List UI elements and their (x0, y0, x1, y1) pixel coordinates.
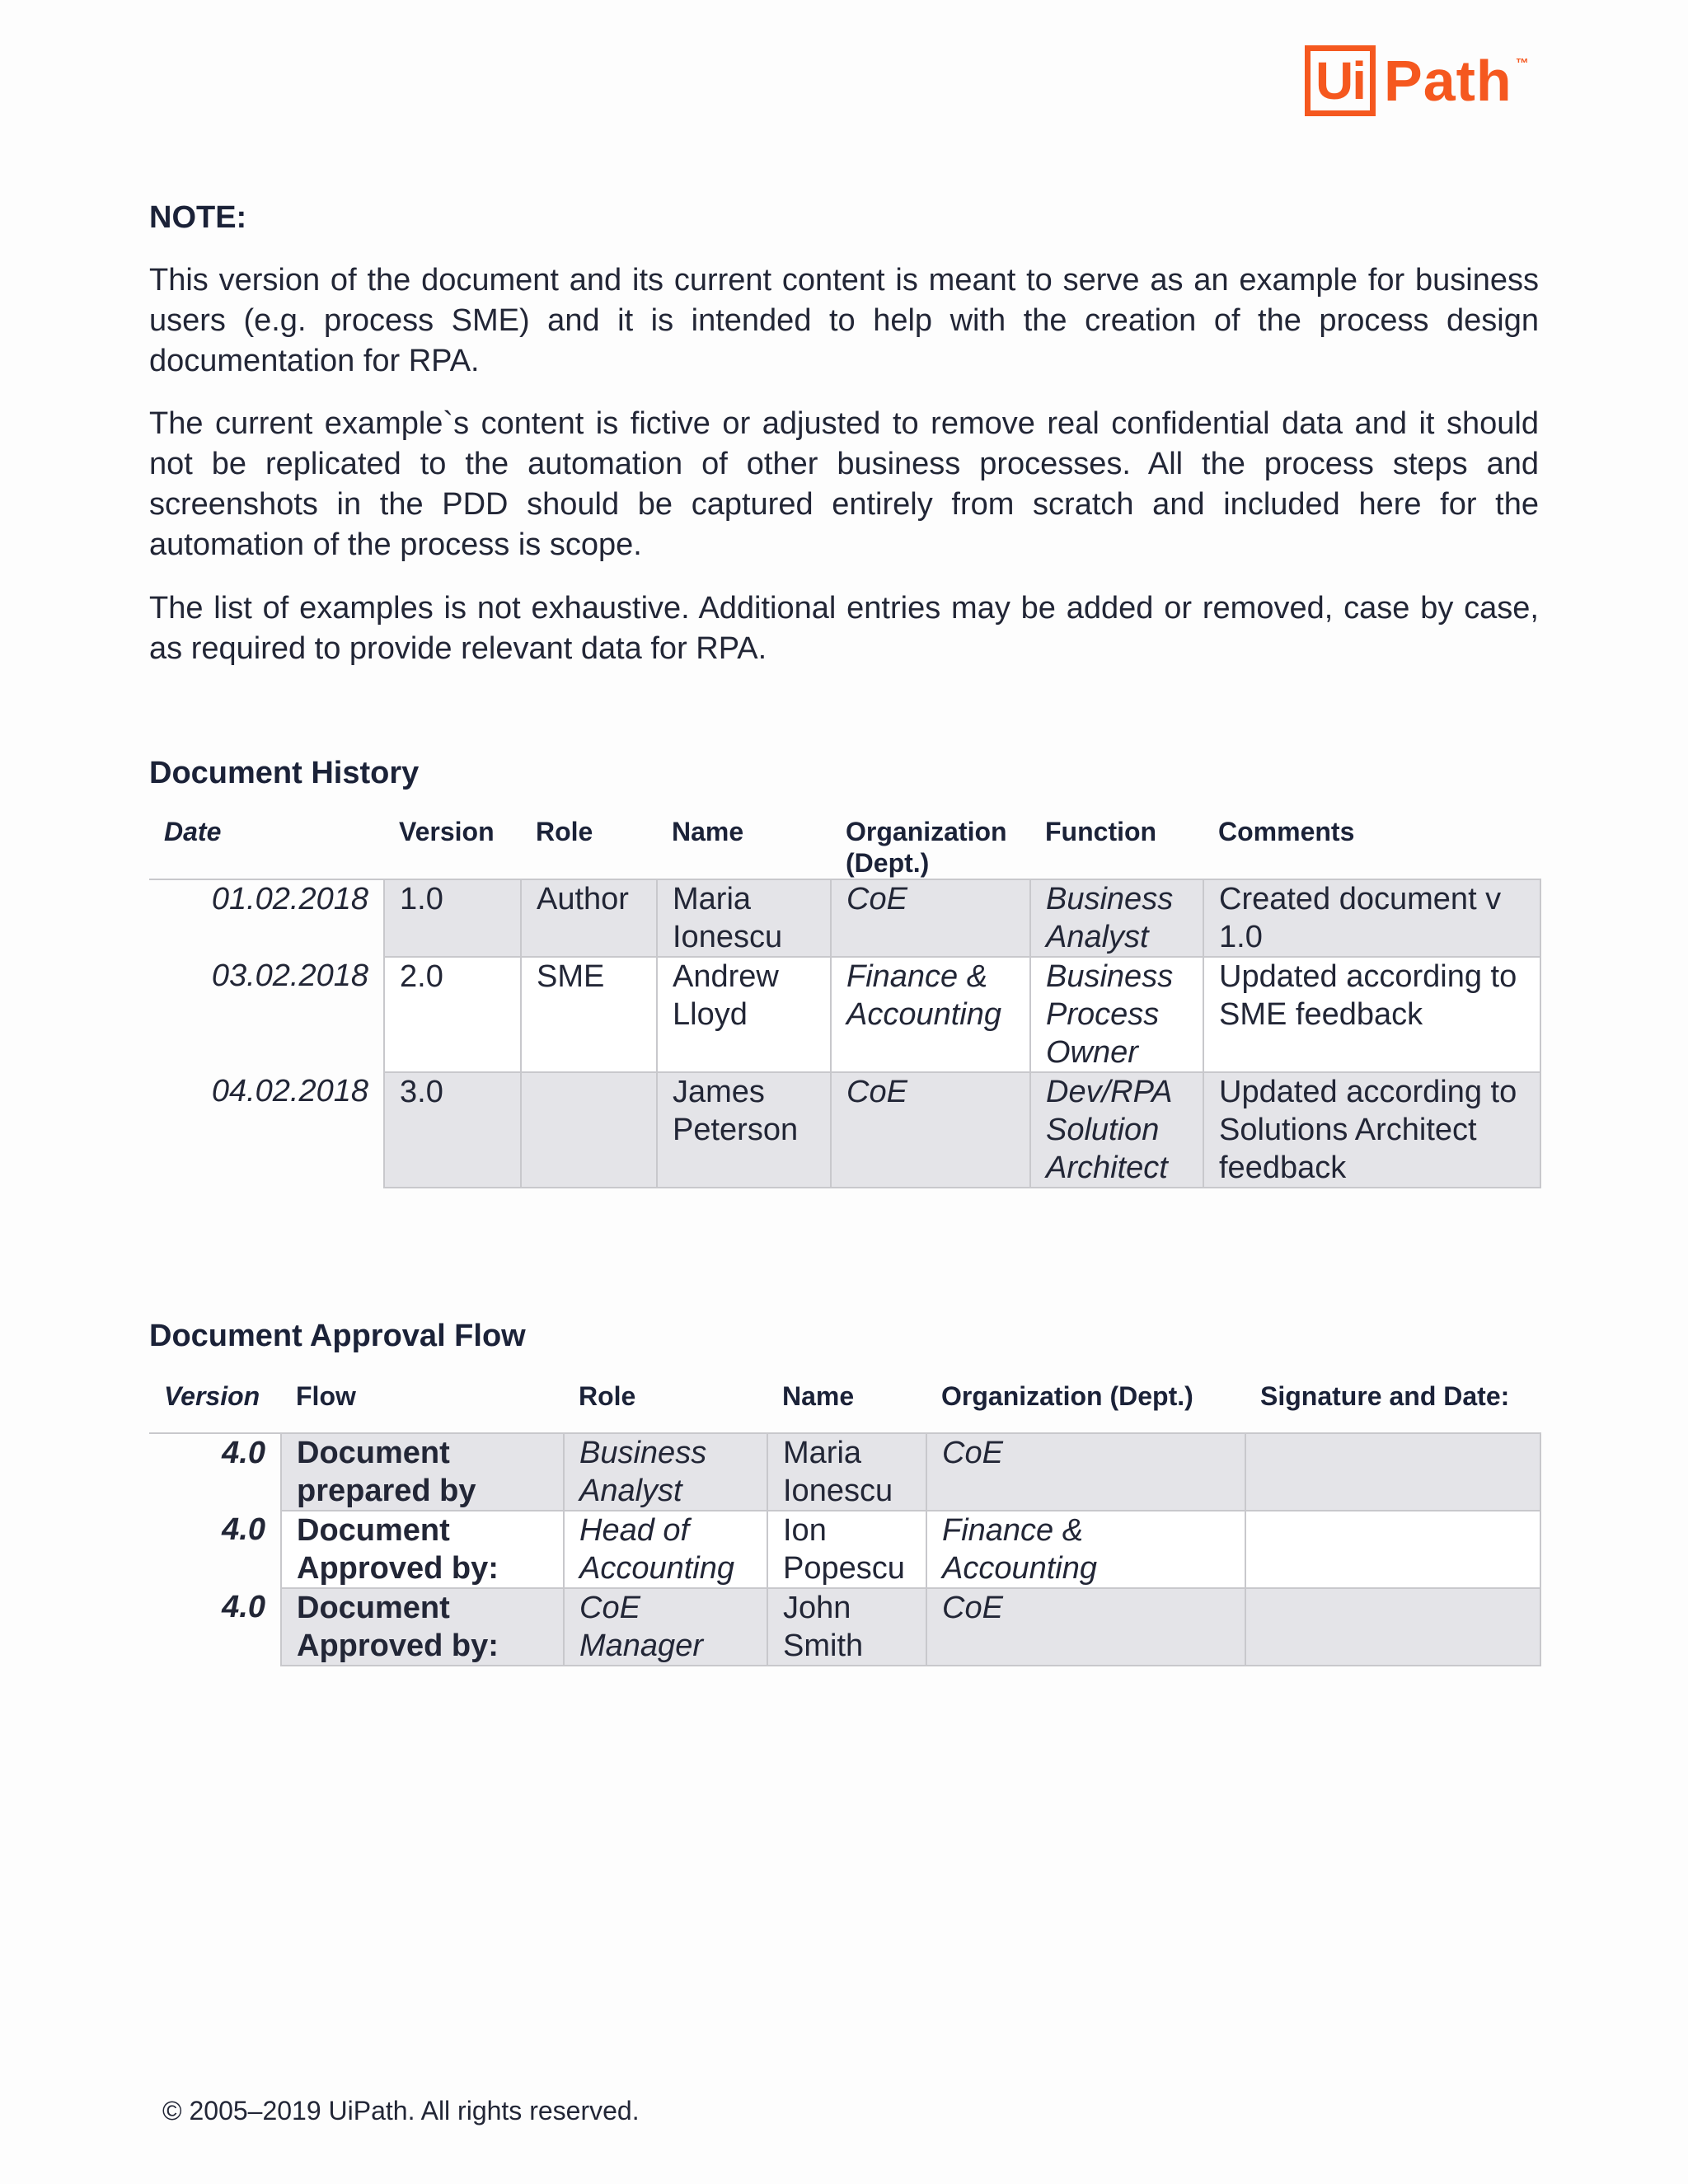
approval-signature[interactable] (1245, 1588, 1540, 1666)
history-role: Author (521, 879, 657, 957)
approval-signature[interactable] (1245, 1433, 1540, 1511)
uipath-logo (1305, 45, 1529, 128)
history-version: 2.0 (384, 957, 521, 1072)
history-header-version: Version (399, 817, 495, 846)
history-header-comments: Comments (1218, 817, 1355, 846)
history-date: 04.02.2018 (211, 1074, 368, 1108)
logo-trademark: ™ (1515, 57, 1529, 71)
history-name: Andrew Lloyd (657, 957, 831, 1072)
history-name: James Peterson (657, 1072, 831, 1188)
history-org: CoE (831, 879, 1030, 957)
history-comments: Updated according to Solutions Architect feedback (1203, 1072, 1540, 1188)
approval-name: Ion Popescu (767, 1511, 926, 1588)
approval-flow: Document Approved by: (281, 1511, 564, 1588)
history-role: SME (521, 957, 657, 1072)
logo-ui-box: Ui (1305, 45, 1376, 116)
approval-name: John Smith (767, 1588, 926, 1666)
document-approval-flow-title: Document Approval Flow (149, 1319, 526, 1353)
note-paragraph-1: This version of the document and its current content is meant to serve as an example for business users (e.g. process SME) and it is intended to help with the creation of the process design documentation for RPA. (149, 263, 1539, 378)
approval-header-row (149, 1380, 1540, 1433)
logo-path-text: Path (1384, 49, 1512, 113)
approval-version: 4.0 (222, 1512, 265, 1547)
table-row (149, 1433, 1540, 1511)
table-row (149, 1072, 1540, 1188)
history-header-row (149, 816, 1540, 879)
history-function: Dev/RPA Solution Architect (1030, 1072, 1203, 1188)
document-approval-table (149, 1380, 1541, 1666)
history-version: 3.0 (384, 1072, 521, 1188)
history-role (521, 1072, 657, 1188)
history-header-organization: Organization (Dept.) (846, 817, 1007, 878)
table-row (149, 957, 1540, 1072)
document-history-table (149, 816, 1541, 1188)
approval-role: Business Analyst (564, 1433, 767, 1511)
history-date: 01.02.2018 (211, 882, 368, 916)
approval-header-role: Role (579, 1381, 636, 1411)
copyright-footer: © 2005–2019 UiPath. All rights reserved. (162, 2096, 640, 2125)
history-header-function: Function (1045, 817, 1157, 846)
history-comments: Created document v 1.0 (1203, 879, 1540, 957)
history-header-name: Name (672, 817, 744, 846)
note-paragraph-2: The current example`s content is fictive or adjusted to remove real confidential data and it should not be replicated to the automation of other business processes. All the process steps and screenshots in the PDD should be captured entirely from scratch and included here for the automation of the process is scope. (149, 406, 1539, 562)
history-org: CoE (831, 1072, 1030, 1188)
approval-version: 4.0 (222, 1436, 265, 1470)
document-history-title: Document History (149, 756, 420, 790)
approval-header-flow: Flow (296, 1381, 356, 1411)
history-date: 03.02.2018 (211, 958, 368, 993)
approval-header-signature: Signature and Date: (1260, 1381, 1510, 1411)
approval-org: Finance & Accounting (926, 1511, 1245, 1588)
approval-name: Maria Ionescu (767, 1433, 926, 1511)
approval-org: CoE (926, 1588, 1245, 1666)
approval-header-name: Name (782, 1381, 855, 1411)
approval-role: Head of Accounting (564, 1511, 767, 1588)
history-comments: Updated according to SME feedback (1203, 957, 1540, 1072)
note-label: NOTE: (149, 200, 247, 235)
approval-header-version: Version (164, 1381, 260, 1411)
table-row (149, 1511, 1540, 1588)
table-row (149, 879, 1540, 957)
approval-role: CoE Manager (564, 1588, 767, 1666)
history-function: Business Process Owner (1030, 957, 1203, 1072)
approval-signature[interactable] (1245, 1511, 1540, 1588)
approval-org: CoE (926, 1433, 1245, 1511)
approval-header-organization: Organization (Dept.) (941, 1381, 1193, 1411)
history-org: Finance & Accounting (831, 957, 1030, 1072)
history-version: 1.0 (384, 879, 521, 957)
note-paragraph-3: The list of examples is not exhaustive. Additional entries may be added or removed, case by case, as required to provide relevant data for RPA. (149, 591, 1539, 666)
approval-flow: Document Approved by: (281, 1588, 564, 1666)
history-header-role: Role (536, 817, 593, 846)
history-name: Maria Ionescu (657, 879, 831, 957)
approval-version: 4.0 (222, 1590, 265, 1624)
history-header-date: Date (164, 817, 222, 846)
approval-flow: Document prepared by (281, 1433, 564, 1511)
history-function: Business Analyst (1030, 879, 1203, 957)
table-row (149, 1588, 1540, 1666)
